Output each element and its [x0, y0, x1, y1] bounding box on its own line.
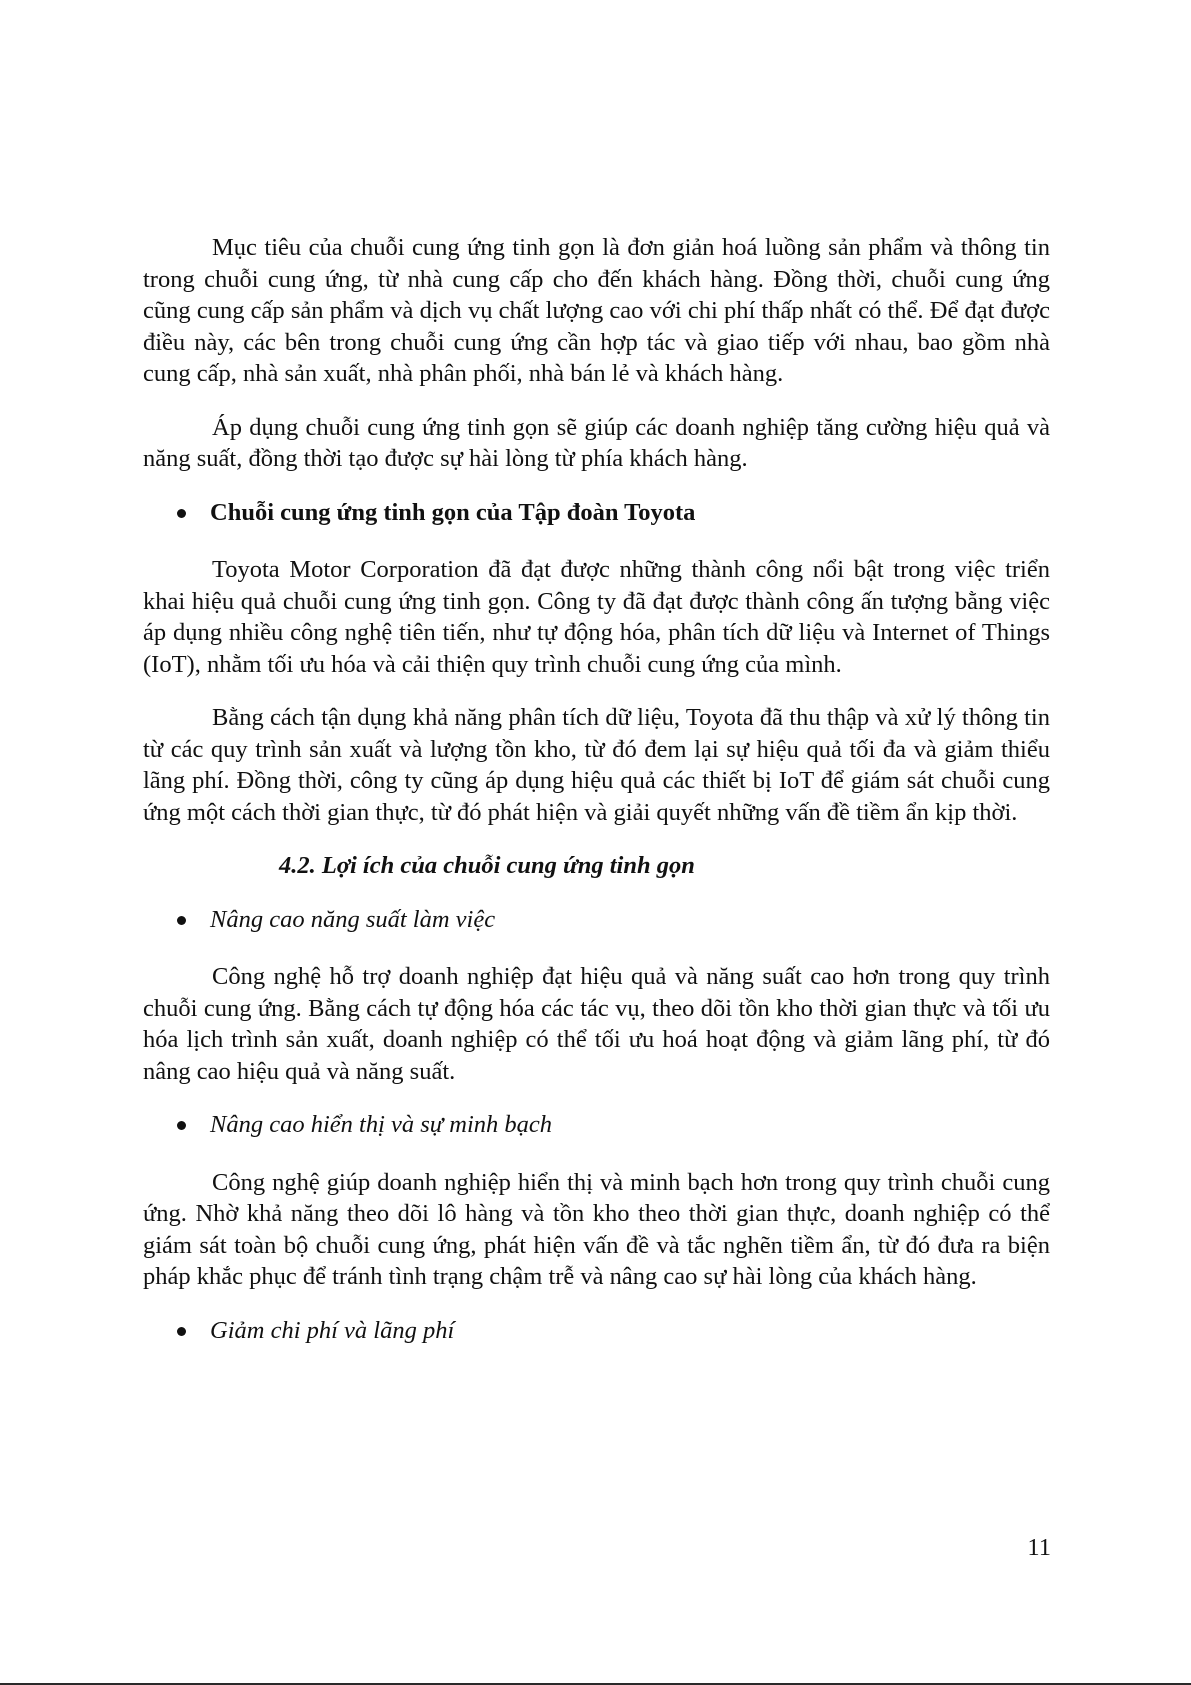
bullet-dot-icon [177, 1327, 186, 1336]
bullet-heading-text: Giảm chi phí và lãng phí [210, 1316, 455, 1344]
bullet-heading-text: Chuỗi cung ứng tinh gọn của Tập đoàn Toyota [210, 498, 696, 526]
bullet-dot-icon [177, 509, 186, 518]
bullet-heading-cost [143, 1315, 1050, 1347]
paragraph-lean-benefit: Áp dụng chuỗi cung ứng tinh gọn sẽ giúp các doanh nghiệp tăng cường hiệu quả và năng suất, đồng thời tạo được sự hài lòng từ phía khách hàng. [143, 413, 1050, 472]
document-body [143, 232, 1050, 1372]
bullet-heading-text: Nâng cao năng suất làm việc [210, 905, 496, 933]
bullet-heading-text: Nâng cao hiển thị và sự minh bạch [210, 1111, 553, 1138]
paragraph-lean-goal: Mục tiêu của chuỗi cung ứng tinh gọn là đơn giản hoá luồng sản phẩm và thông tin trong chuỗi cung ứng, từ nhà cung cấp cho đến khách hàng. Đồng thời, chuỗi cung ứng cũng cung cấp sản phẩm và dịch vụ chất lượng cao với chi phí thấp nhất có thể. Để đạt được điều này, các bên trong chuỗi cung ứng cần hợp tác và giao tiếp với nhau, bao gồm nhà cung cấp, nhà sản xuất, nhà phân phối, nhà bán lẻ và khách hàng. [143, 234, 1050, 387]
bullet-heading-toyota [143, 497, 1050, 529]
paragraph-toyota-data: Bằng cách tận dụng khả năng phân tích dữ liệu, Toyota đã thu thập và xử lý thông tin từ các quy trình sản xuất và lượng tồn kho, từ đó đem lại sự hiệu quả tối đa và giảm thiểu lãng phí. Đồng thời, công ty cũng áp dụng hiệu quả các thiết bị IoT để giám sát chuỗi cung ứng một cách thời gian thực, từ đó phát hiện và giải quyết những vấn đề tiềm ẩn kịp thời. [143, 704, 1050, 826]
section-heading: 4.2. Lợi ích của chuỗi cung ứng tinh gọn [279, 852, 695, 879]
page-number: 11 [1027, 1534, 1051, 1561]
paragraph-visibility: Công nghệ giúp doanh nghiệp hiển thị và minh bạch hơn trong quy trình chuỗi cung ứng. Nhờ khả năng theo dõi lô hàng và tồn kho theo thời gian thực, doanh nghiệp có thể giám sát toàn bộ chuỗi cung ứng, phát hiện vấn đề và tắc nghẽn tiềm ẩn, từ đó đưa ra biện pháp khắc phục để tránh tình trạng chậm trễ và nâng cao sự hài lòng của khách hàng. [143, 1168, 1050, 1290]
paragraph-toyota-success: Toyota Motor Corporation đã đạt được những thành công nổi bật trong việc triển khai hiệu quả chuỗi cung ứng tinh gọn. Công ty đã đạt được thành công ấn tượng bằng việc áp dụng nhiều công nghệ tiên tiến, như tự động hóa, phân tích dữ liệu và Internet of Things (IoT), nhằm tối ưu hóa và cải thiện quy trình chuỗi cung ứng của mình. [143, 556, 1050, 678]
bullet-dot-icon [177, 916, 186, 925]
bullet-dot-icon [177, 1121, 186, 1130]
bullet-heading-productivity [143, 904, 1050, 936]
bullet-heading-visibility [143, 1109, 1050, 1141]
paragraph-productivity: Công nghệ hỗ trợ doanh nghiệp đạt hiệu quả và năng suất cao hơn trong quy trình chuỗi cung ứng. Bằng cách tự động hóa các tác vụ, theo dõi tồn kho thời gian thực và tối ưu hóa lịch trình sản xuất, doanh nghiệp có thể tối ưu hoá hoạt động và giảm lãng phí, từ đó nâng cao hiệu quả và năng suất. [143, 963, 1050, 1085]
